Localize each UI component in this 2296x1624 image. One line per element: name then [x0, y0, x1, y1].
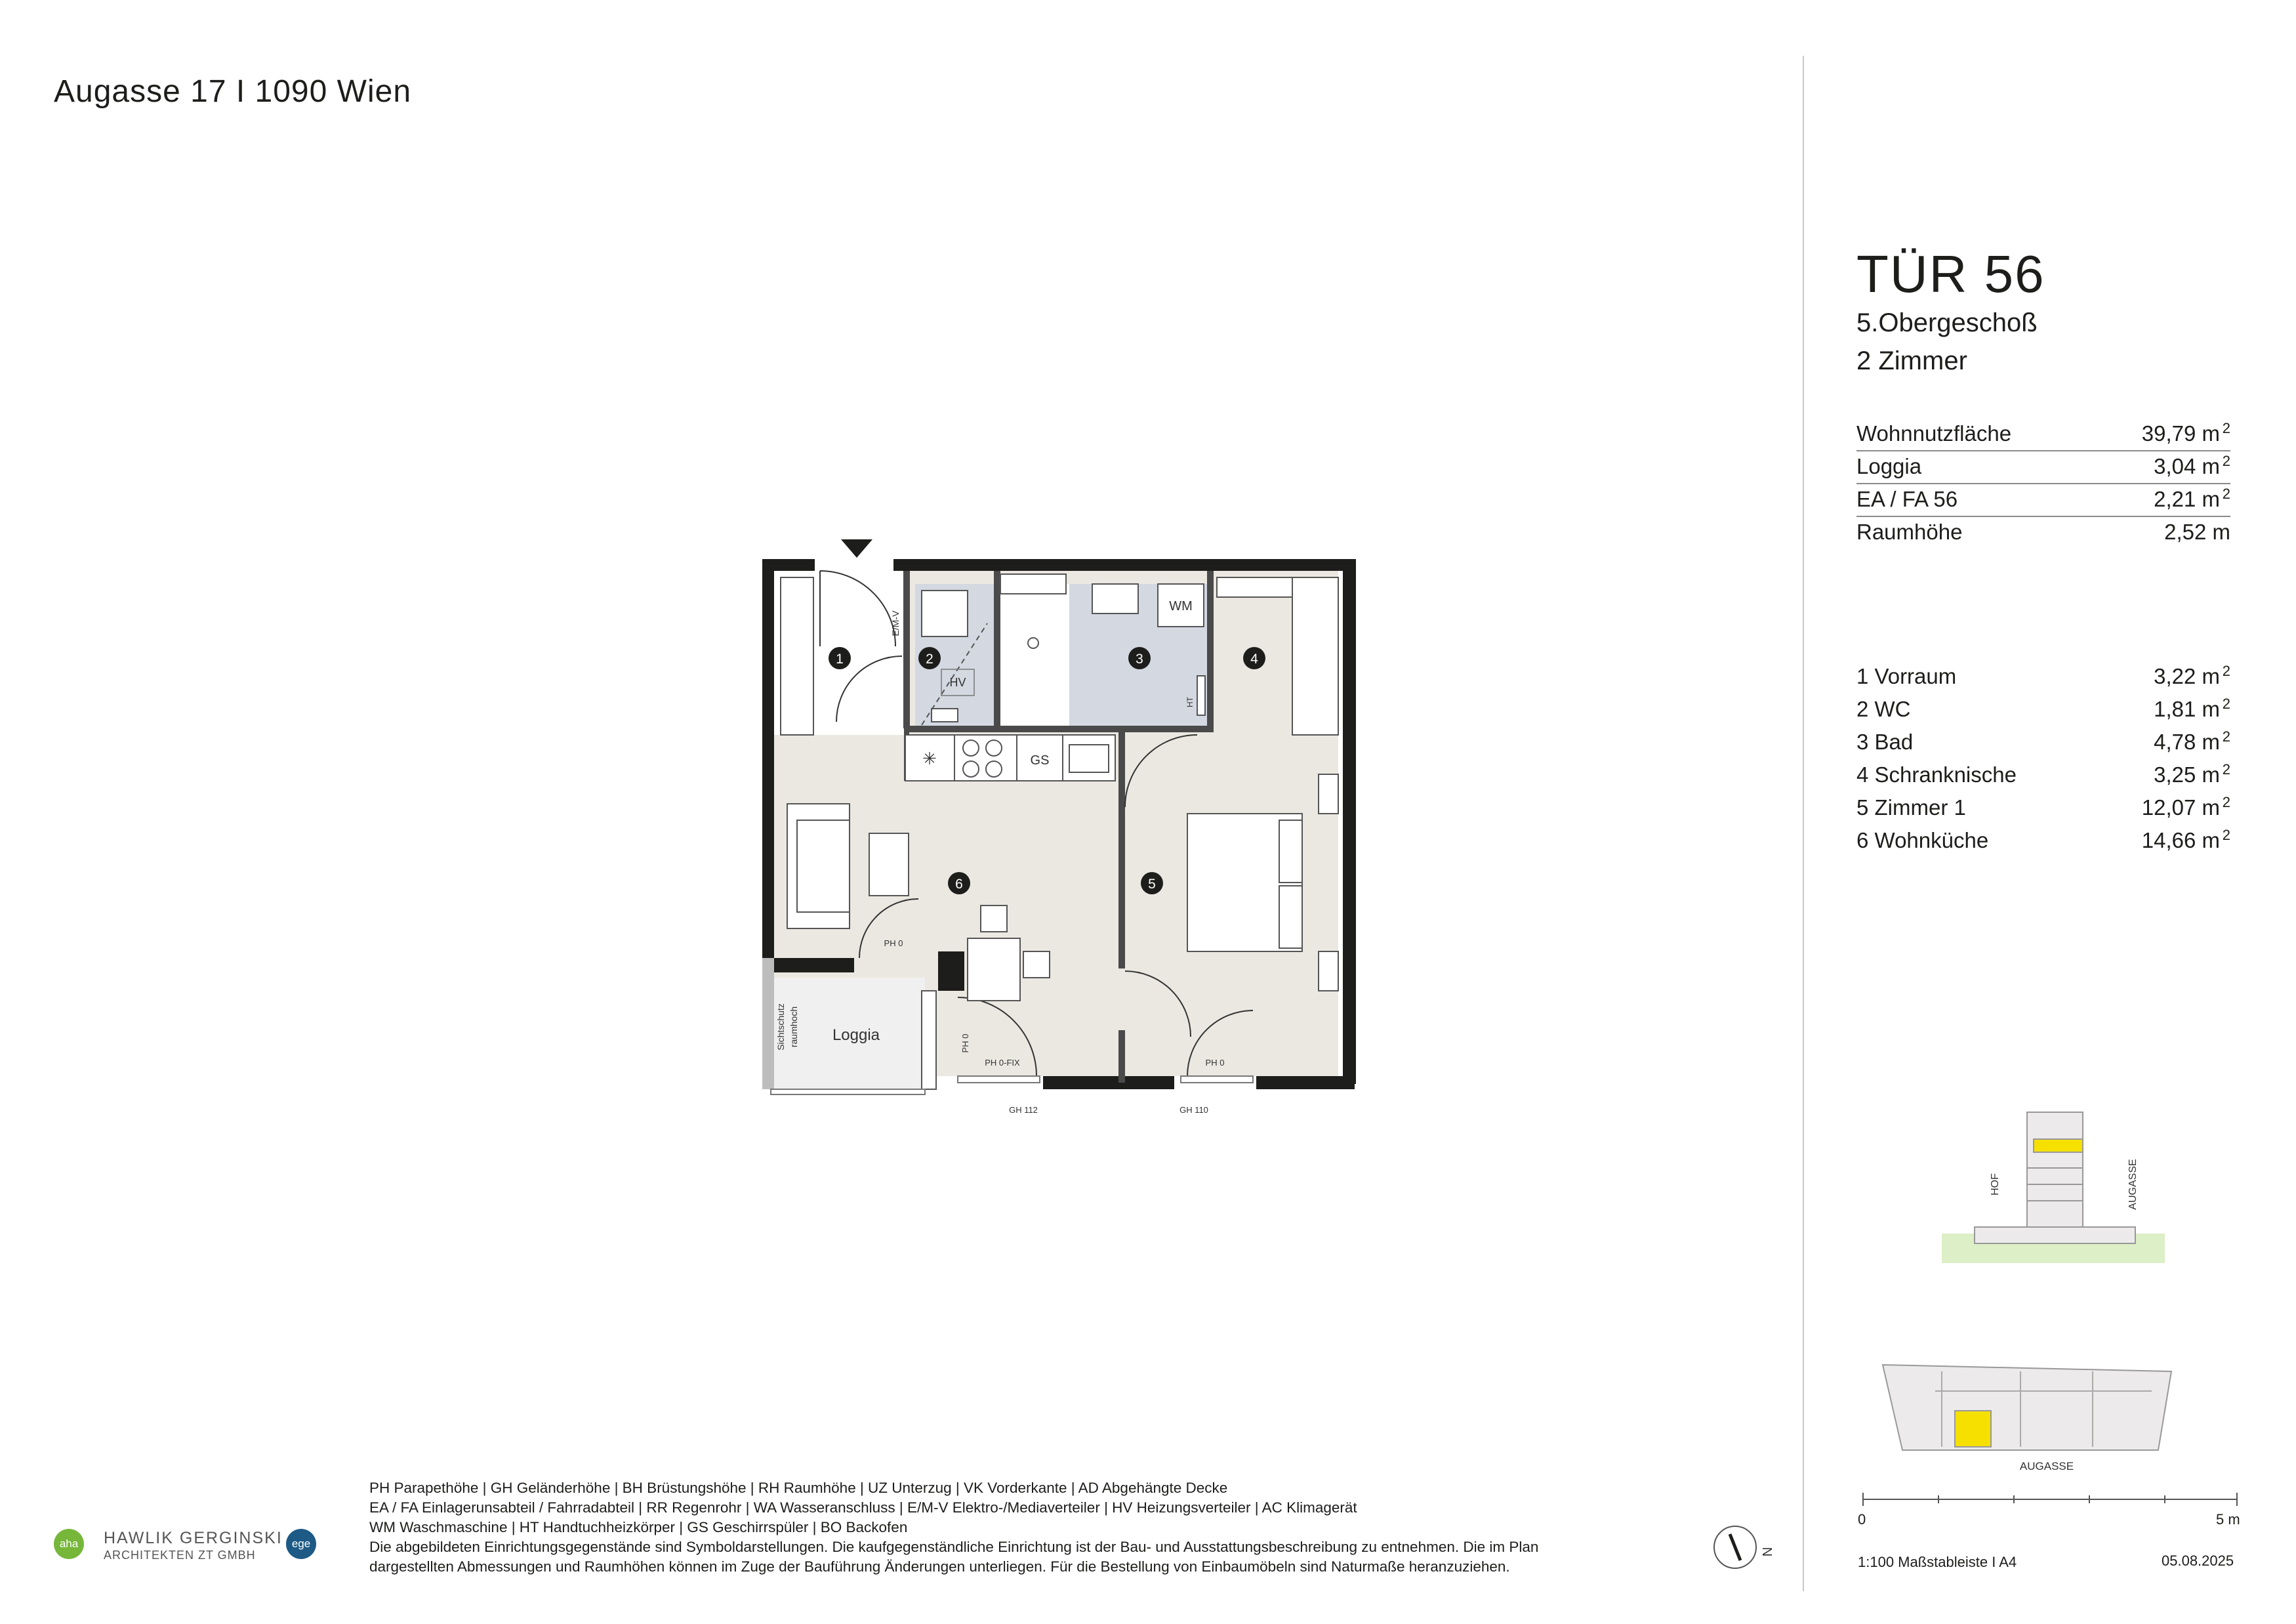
wall: [1256, 1076, 1355, 1089]
sink-icon: [1069, 745, 1109, 772]
shower-tray: [1000, 574, 1066, 594]
room-number: 3: [1136, 652, 1143, 667]
project-address: Augasse 17 I 1090 Wien: [54, 74, 412, 109]
wall: [994, 571, 1000, 728]
room-marker: [918, 647, 941, 669]
gh-label: GH 112: [1009, 1105, 1038, 1115]
sichtschutz-label: raumhoch: [789, 1006, 799, 1048]
room-area-sup: 2: [2222, 761, 2230, 778]
legend-line: Die abgebildeten Einrichtungsgegenstände sind Symboldarstellungen. Die kaufgegenständliche Einrichtung ist der Bau- und Ausstattungsbeschreibung zu entnehmen. Die im Plan: [369, 1539, 1539, 1555]
room-area-sup: 2: [2222, 696, 2230, 712]
firm-name: HAWLIK GERGINSKI: [104, 1529, 283, 1547]
room-area-sup: 2: [2222, 827, 2230, 843]
chair: [981, 906, 1007, 932]
hof-label: HOF: [1990, 1173, 2001, 1196]
emv-label: E/M-V: [890, 610, 901, 636]
loggia-label: Loggia: [832, 1026, 880, 1044]
washbasin-icon: [1092, 584, 1138, 614]
fan-icon: ✳: [922, 749, 937, 768]
room-label: 6 Wohnküche: [1856, 828, 1989, 852]
scale-end: 5 m: [2216, 1511, 2240, 1528]
wall: [938, 951, 964, 991]
ph-label: PH 0-FIX: [985, 1058, 1020, 1068]
site-key-plan: [1876, 1352, 2178, 1483]
street-label: AUGASSE: [2019, 1460, 2074, 1472]
summary-value: 2,52 m: [2164, 520, 2230, 544]
room-number: 2: [926, 652, 933, 667]
summary-unit-sup: 2: [2222, 420, 2230, 436]
room-label: 5 Zimmer 1: [1856, 795, 1966, 820]
wall: [762, 559, 774, 966]
room-area: 1,81 m: [2154, 697, 2220, 721]
summary-label: Raumhöhe: [1856, 520, 1963, 544]
wardrobe: [781, 577, 813, 735]
unit-title: TÜR 56: [1856, 245, 2045, 303]
unit-highlight: [2034, 1139, 2083, 1152]
building-base: [1975, 1227, 2135, 1243]
unit-floor: 5.Obergeschoß: [1856, 308, 2038, 337]
wc-sink: [932, 709, 958, 722]
room-label: 4 Schranknische: [1856, 762, 2017, 787]
wall: [762, 958, 854, 972]
room-area-sup: 2: [2222, 794, 2230, 810]
ege-logo: ege: [286, 1529, 316, 1559]
section-key-plan: [1929, 1102, 2178, 1273]
compass-icon: [1709, 1522, 1774, 1575]
wall: [1343, 559, 1356, 1084]
planter: [922, 991, 936, 1089]
summary-value: 39,79 m: [2141, 421, 2220, 446]
room-area: 3,25 m: [2154, 762, 2220, 787]
towel-radiator: [1197, 676, 1205, 715]
legend-line: dargestellten Abmessungen und Raumhöhen können im Zuge der Bauführung Änderungen unterliegen. Für die Bestellung von Einbaumöbeln sind Naturmaße heranzuziehen.: [369, 1558, 1510, 1575]
ph-label: PH 0: [1205, 1058, 1225, 1068]
summary-unit-sup: 2: [2222, 486, 2230, 502]
room-marker: [1128, 647, 1151, 669]
unit-highlight: [1955, 1411, 1991, 1447]
ph-label: PH 0: [960, 1033, 970, 1053]
room-label: 1 Vorraum: [1856, 664, 1957, 688]
room-number: 4: [1250, 652, 1258, 667]
room-marker: [829, 647, 851, 669]
room-area-sup: 2: [2222, 728, 2230, 745]
wall: [1118, 732, 1125, 968]
wall: [1207, 571, 1214, 728]
chair: [1023, 951, 1050, 978]
scale-line: [1860, 1493, 2240, 1519]
window: [958, 1076, 1040, 1083]
wall: [905, 726, 1214, 732]
summary-value: 3,04 m: [2154, 454, 2220, 478]
room-label: 3 Bad: [1856, 730, 1914, 754]
room-number: 5: [1148, 877, 1156, 892]
site-outline: [1883, 1365, 2171, 1450]
nightstand: [1319, 774, 1338, 814]
summary-unit-sup: 2: [2222, 453, 2230, 469]
nightstand: [1319, 951, 1338, 991]
wall: [1118, 1030, 1125, 1083]
room-label: 2 WC: [1856, 697, 1911, 721]
augasse-label: AUGASSE: [2127, 1159, 2139, 1210]
wall: [893, 559, 1356, 571]
dining-table: [968, 938, 1020, 1001]
aha-logo: aha: [54, 1529, 84, 1559]
north-label: N: [1759, 1547, 1774, 1557]
wm-label: WM: [1169, 599, 1193, 614]
gh-label: GH 110: [1179, 1105, 1208, 1115]
room-area-sup: 2: [2222, 663, 2230, 679]
scale-start: 0: [1858, 1511, 1866, 1528]
dishwasher-label: GS: [1030, 753, 1050, 768]
legend: [369, 1478, 1649, 1577]
legend-line: PH Parapethöhe | GH Geländerhöhe | BH Brüstungshöhe | RH Raumhöhe | UZ Unterzug | VK Vorderkante | AD Abgehängte Decke: [369, 1480, 1228, 1496]
room-area: 3,22 m: [2154, 664, 2220, 688]
room-number: 1: [836, 652, 844, 667]
room-area: 12,07 m: [2141, 795, 2220, 820]
ht-label: HT: [1185, 697, 1195, 707]
scale-bar: [1860, 1493, 2240, 1519]
summary-label: Wohnnutzfläche: [1856, 421, 2012, 446]
plan-date: 05.08.2025: [2162, 1552, 2234, 1569]
room-marker: [948, 872, 970, 894]
wall: [1043, 1076, 1174, 1089]
room-area: 4,78 m: [2154, 730, 2220, 754]
room-marker: [1141, 872, 1163, 894]
window: [1181, 1076, 1253, 1083]
room-number: 6: [955, 877, 963, 892]
summary-label: Loggia: [1856, 454, 1922, 478]
ph-label: PH 0: [884, 938, 903, 948]
window: [771, 1089, 925, 1094]
wardrobe: [1292, 577, 1338, 735]
sichtschutz-label: Sichtschutz: [775, 1003, 786, 1051]
wall: [762, 958, 774, 1089]
room-marker: [1243, 647, 1265, 669]
scale-caption: 1:100 Maßstableiste I A4: [1858, 1554, 2017, 1570]
pillow: [1279, 820, 1302, 883]
building-section: [2027, 1112, 2083, 1227]
room-area: 14,66 m: [2141, 828, 2220, 852]
sofa-seat: [797, 820, 850, 912]
toilet-icon: [922, 591, 968, 636]
summary-value: 2,21 m: [2154, 487, 2220, 511]
summary-label: EA / FA 56: [1856, 487, 1958, 511]
legend-line: WM Waschmaschine | HT Handtuchheizkörper | GS Geschirrspüler | BO Backofen: [369, 1519, 908, 1535]
firm-subtitle: ARCHITEKTEN ZT GMBH: [104, 1549, 256, 1562]
pillow: [1279, 886, 1302, 948]
wall: [903, 571, 910, 728]
armchair: [869, 833, 909, 896]
entrance-arrow-icon: [841, 539, 872, 558]
legend-line: EA / FA Einlagerunsabteil / Fahrradabteil | RR Regenrohr | WA Wasseranschluss | E/M-V Elektro-/Mediaverteiler | HV Heizungsverteiler | AC Klimagerät: [369, 1499, 1357, 1516]
unit-rooms: 2 Zimmer: [1856, 346, 1967, 375]
hv-label: HV: [949, 676, 966, 689]
